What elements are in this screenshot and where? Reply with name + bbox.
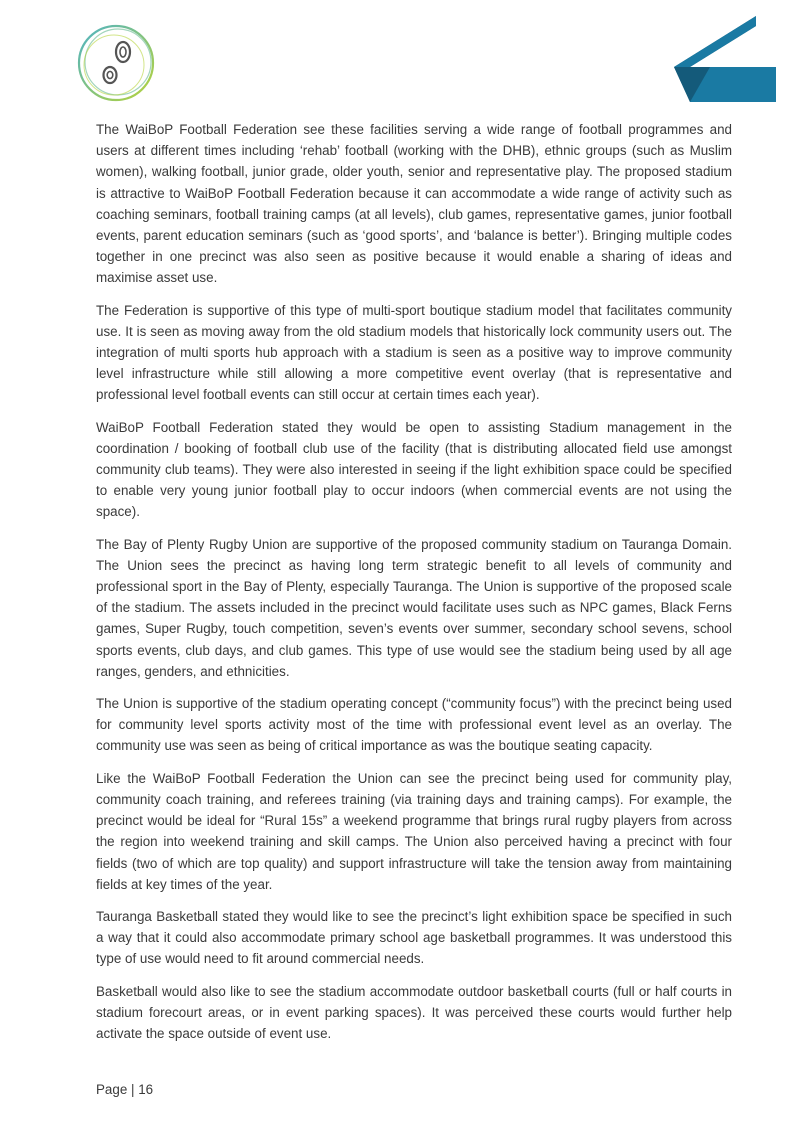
paragraph-rugby-union-support: The Bay of Plenty Rugby Union are supportive of the proposed community stadium on Tauranga Domain. The Union sees the precinct as having long term strategic benefit to all levels of community and professional sport in the Bay of Plenty, especially Tauranga. The Union is supportive of the proposed scale of the stadium. The assets included in the precinct would facilitate uses such as NPC games, Black Ferns games, Super Rugby, touch competition, seven’s events over summer, secondary school sevens, school sports events, club days, and club games. This type of use would see the stadium being used by all age ranges, genders, and ethnicities. (96, 536, 732, 679)
document-body (96, 119, 732, 1055)
paragraph-basketball-courts: Basketball would also like to see the stadium accommodate outdoor basketball courts (full or half courts in stadium forecourt areas, or in event parking spaces). It was perceived these courts would further help activate the space outside of event use. (96, 983, 732, 1041)
page-number: Page | 16 (96, 1082, 154, 1097)
header-right-logo (670, 16, 778, 104)
paragraph-federation-booking: WaiBoP Football Federation stated they would be open to assisting Stadium management in the coordination / booking of football club use of the facility (that is distributing allocated field use amongst community club teams). They were also interested in seeing if the light exhibition space could be specified to enable very young junior football play to occur indoors (when commercial events are not using the space). (96, 419, 732, 520)
paragraph-rugby-community-use: Like the WaiBoP Football Federation the Union can see the precinct being used for community play, community coach training, and referees training (via training days and training camps). For example, the precinct would be ideal for “Rural 15s” a weekend programme that brings rural rugby players from across the region into weekend training and skill camps. The Union also perceived having a precinct with four fields (two of which are top quality) and support infrastructure will take the tension away from maintaining fields at key times of the year. (96, 770, 732, 892)
paragraph-basketball-exhibition: Tauranga Basketball stated they would like to see the precinct’s light exhibition space be specified in such a way that it could also accommodate primary school age basketball programmes. It was understood this type of use would need to fit around commercial needs. (96, 908, 732, 967)
footprints-circle-logo-icon (76, 22, 158, 104)
header-left-logo (76, 22, 158, 104)
paragraph-rugby-operating-concept: The Union is supportive of the stadium operating concept (“community focus”) with the precinct being used for community level sports activity most of the time with professional event level as an overlay. The community use was seen as being of critical importance as was the boutique seating capacity. (96, 696, 732, 754)
paragraph-football-facilities: The WaiBoP Football Federation see these facilities serving a wide range of football programmes and users at different times including ‘rehab’ football (working with the DHB), ethnic groups (such as Muslim women), walking football, junior grade, older youth, senior and representative play. The proposed stadium is attractive to WaiBoP Football Federation because it can accommodate a wide range of activity such as coaching seminars, football training camps (at all levels), club games, representative games, junior football events, parent education seminars (such as ‘good sports’, and ‘balance is better’). Bringing multiple codes together in one precinct was also seen as positive because it would enable a sharing of ideas and maximise asset use. (96, 122, 732, 286)
blue-chevron-logo-icon (670, 16, 778, 104)
paragraph-federation-support: The Federation is supportive of this type of multi-sport boutique stadium model that facilitates community use. It is seen as moving away from the old stadium models that historically lock community users out. The integration of multi sports hub approach with a stadium is seen as a positive way to improve community level infrastructure while still allowing a more competitive event overlay (that is representative and professional level football events can still occur at certain times each year). (96, 302, 732, 403)
